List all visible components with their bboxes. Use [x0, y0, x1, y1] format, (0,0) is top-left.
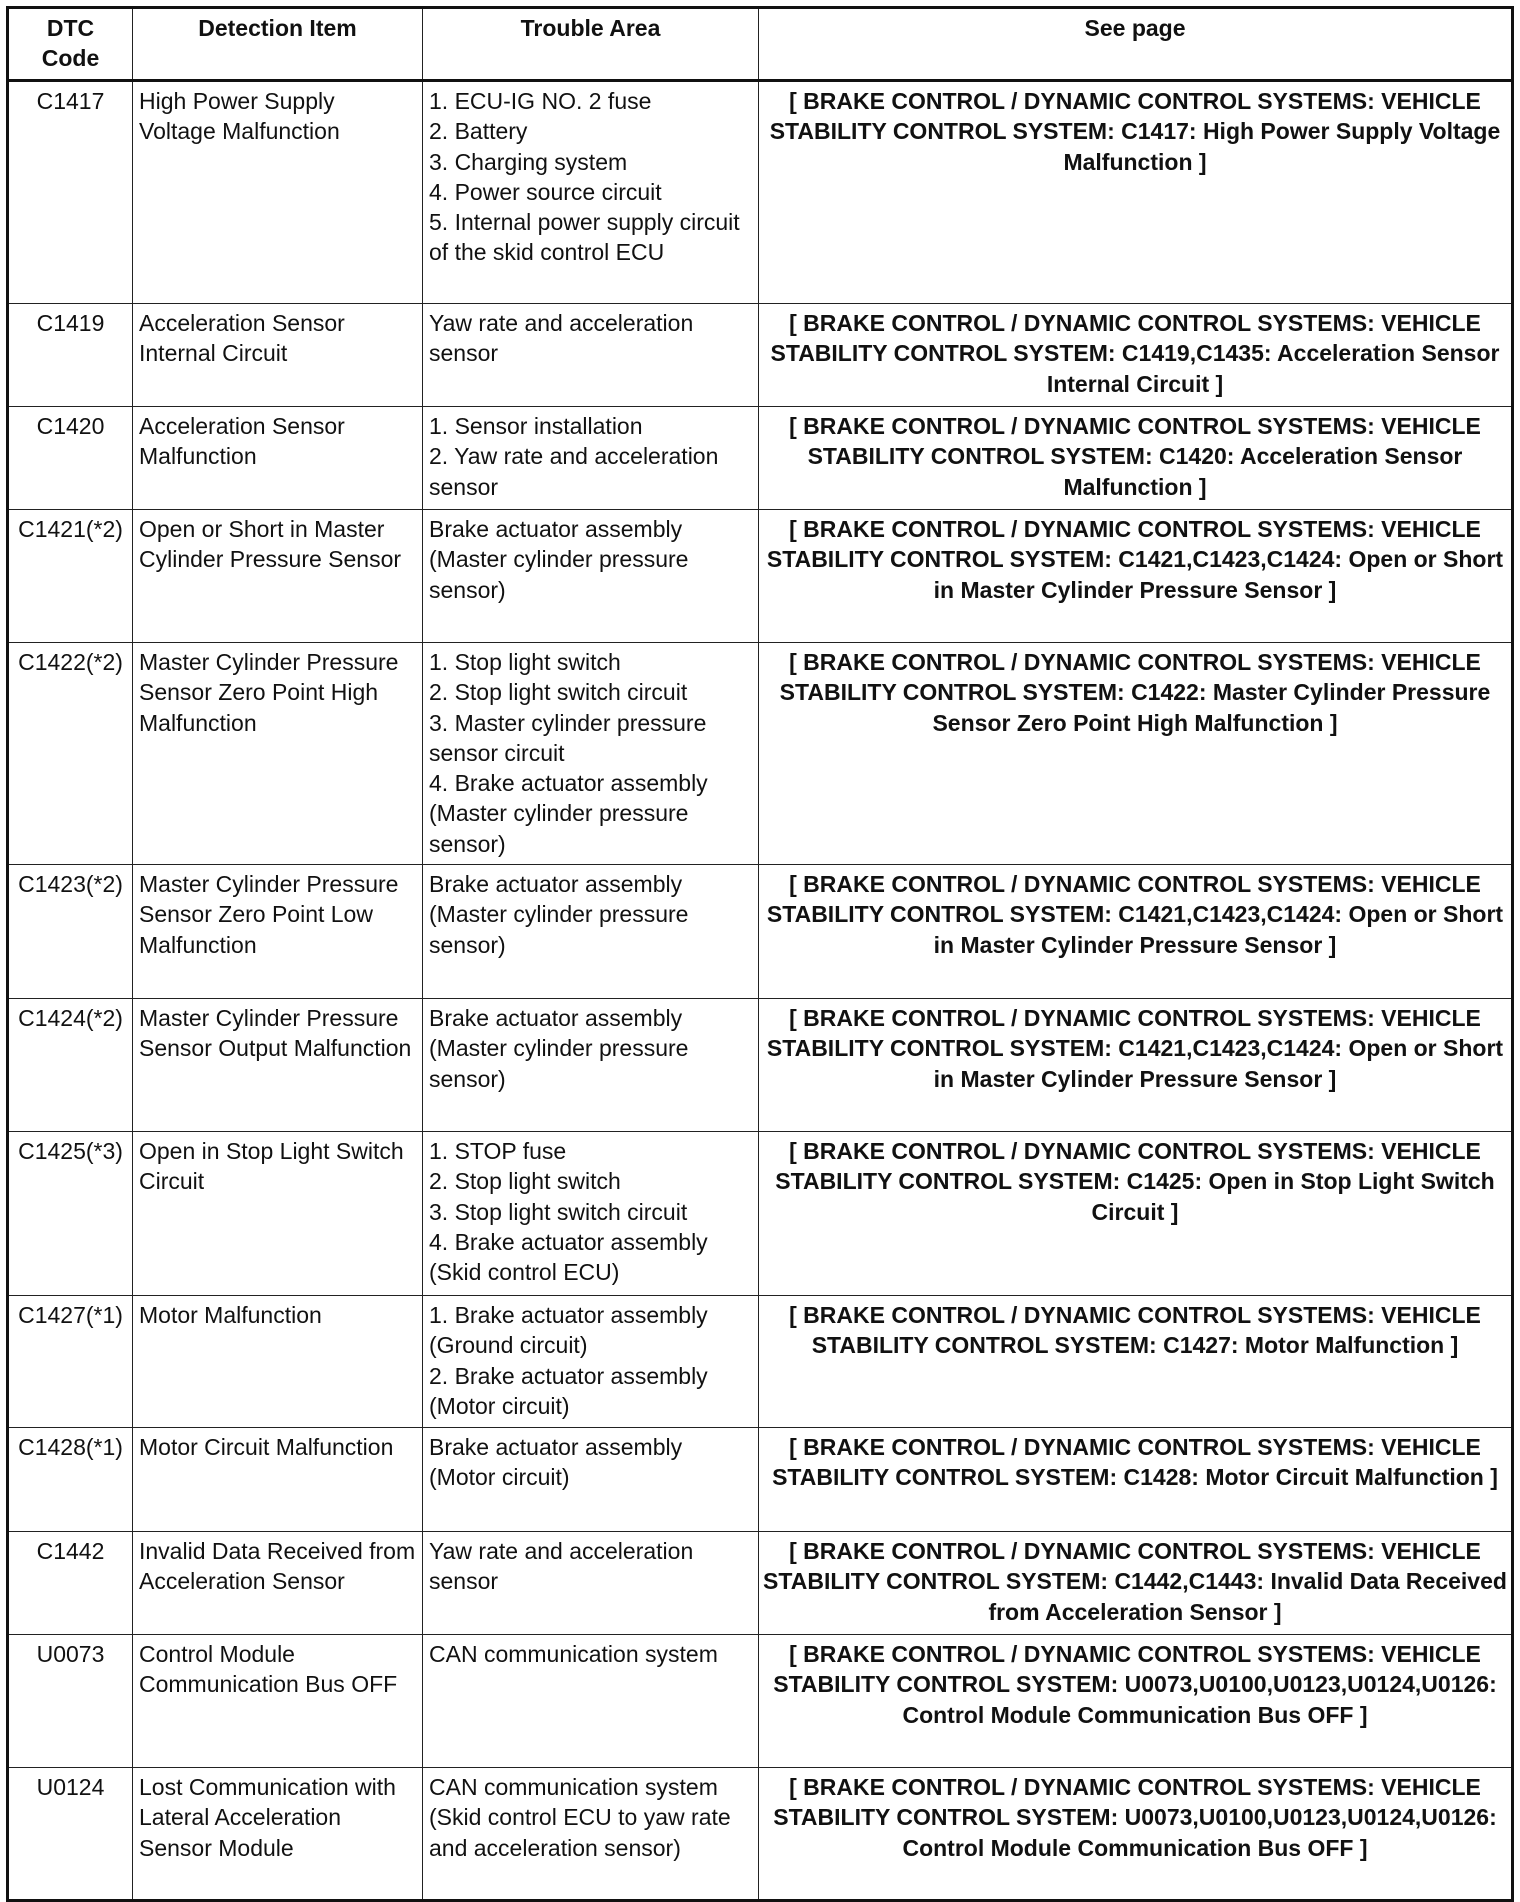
trouble-area — [423, 1768, 759, 1901]
detection-item: Invalid Data Received from Acceleration Sensor — [133, 1532, 423, 1635]
dtc-code: C1419 — [8, 304, 133, 407]
trouble-area-item: CAN communication system (Skid control ECU to yaw rate and acceleration sensor) — [429, 1774, 731, 1861]
detection-item: High Power Supply Voltage Malfunction — [133, 81, 423, 304]
dtc-code: C1417 — [8, 81, 133, 304]
dtc-code: U0124 — [8, 1768, 133, 1901]
table-row — [8, 407, 1513, 510]
header-see-page: See page — [759, 8, 1513, 81]
detection-item: Open or Short in Master Cylinder Pressure Sensor — [133, 510, 423, 643]
see-page-link[interactable]: [ BRAKE CONTROL / DYNAMIC CONTROL SYSTEMS: VEHICLE STABILITY CONTROL SYSTEM: C1417: High Power Supply Voltage Malfunction ] — [759, 81, 1513, 304]
see-page-link[interactable]: [ BRAKE CONTROL / DYNAMIC CONTROL SYSTEMS: VEHICLE STABILITY CONTROL SYSTEM: C1420: Acceleration Sensor Malfunction ] — [759, 407, 1513, 510]
trouble-area-item: 3. Master cylinder pressure sensor circuit — [429, 709, 707, 766]
trouble-area-item: 2. Yaw rate and acceleration sensor — [429, 443, 719, 500]
see-page-link[interactable]: [ BRAKE CONTROL / DYNAMIC CONTROL SYSTEMS: VEHICLE STABILITY CONTROL SYSTEM: C1425: Open in Stop Light Switch Circuit ] — [759, 1132, 1513, 1296]
trouble-area — [423, 999, 759, 1132]
dtc-code: C1425(*3) — [8, 1132, 133, 1296]
dtc-code: C1427(*1) — [8, 1296, 133, 1428]
detection-item: Acceleration Sensor Internal Circuit — [133, 304, 423, 407]
trouble-area-item: Yaw rate and acceleration sensor — [429, 310, 694, 367]
table-row — [8, 865, 1513, 999]
trouble-area-item: 4. Brake actuator assembly (Master cylinder pressure sensor) — [429, 770, 708, 857]
table-row — [8, 643, 1513, 865]
trouble-area-item: Yaw rate and acceleration sensor — [429, 1538, 694, 1595]
trouble-area-item: Brake actuator assembly (Master cylinder pressure sensor) — [429, 871, 689, 958]
trouble-area-item: Brake actuator assembly (Motor circuit) — [429, 1434, 683, 1491]
see-page-link[interactable]: [ BRAKE CONTROL / DYNAMIC CONTROL SYSTEMS: VEHICLE STABILITY CONTROL SYSTEM: C1421,C1423,C1424: Open or Short in Master Cylinder Pressure Sensor ] — [759, 865, 1513, 999]
detection-item: Acceleration Sensor Malfunction — [133, 407, 423, 510]
see-page-link[interactable]: [ BRAKE CONTROL / DYNAMIC CONTROL SYSTEMS: VEHICLE STABILITY CONTROL SYSTEM: U0073,U0100,U0123,U0124,U0126: Control Module Communication Bus OFF ] — [759, 1635, 1513, 1768]
dtc-code: C1428(*1) — [8, 1428, 133, 1532]
table-row — [8, 1532, 1513, 1635]
header-detection-item: Detection Item — [133, 8, 423, 81]
trouble-area — [423, 1296, 759, 1428]
detection-item: Lost Communication with Lateral Acceleration Sensor Module — [133, 1768, 423, 1901]
see-page-link[interactable]: [ BRAKE CONTROL / DYNAMIC CONTROL SYSTEMS: VEHICLE STABILITY CONTROL SYSTEM: C1421,C1423,C1424: Open or Short in Master Cylinder Pressure Sensor ] — [759, 999, 1513, 1132]
trouble-area — [423, 510, 759, 643]
trouble-area-item: 2. Battery — [429, 118, 528, 145]
see-page-link[interactable]: [ BRAKE CONTROL / DYNAMIC CONTROL SYSTEMS: VEHICLE STABILITY CONTROL SYSTEM: U0073,U0100,U0123,U0124,U0126: Control Module Communication Bus OFF ] — [759, 1768, 1513, 1901]
see-page-link[interactable]: [ BRAKE CONTROL / DYNAMIC CONTROL SYSTEMS: VEHICLE STABILITY CONTROL SYSTEM: C1428: Motor Circuit Malfunction ] — [759, 1428, 1513, 1532]
trouble-area — [423, 643, 759, 865]
trouble-area — [423, 304, 759, 407]
see-page-link[interactable]: [ BRAKE CONTROL / DYNAMIC CONTROL SYSTEMS: VEHICLE STABILITY CONTROL SYSTEM: C1419,C1435: Acceleration Sensor Internal Circuit ] — [759, 304, 1513, 407]
dtc-code: C1420 — [8, 407, 133, 510]
dtc-code: C1423(*2) — [8, 865, 133, 999]
see-page-link[interactable]: [ BRAKE CONTROL / DYNAMIC CONTROL SYSTEMS: VEHICLE STABILITY CONTROL SYSTEM: C1427: Motor Malfunction ] — [759, 1296, 1513, 1428]
see-page-link[interactable]: [ BRAKE CONTROL / DYNAMIC CONTROL SYSTEMS: VEHICLE STABILITY CONTROL SYSTEM: C1442,C1443: Invalid Data Received from Acceleration Sensor ] — [759, 1532, 1513, 1635]
trouble-area-item: 1. ECU-IG NO. 2 fuse — [429, 88, 652, 114]
detection-item: Master Cylinder Pressure Sensor Zero Point Low Malfunction — [133, 865, 423, 999]
trouble-area — [423, 1532, 759, 1635]
trouble-area — [423, 81, 759, 304]
trouble-area-item: 3. Charging system — [429, 148, 628, 175]
trouble-area-item: 4. Power source circuit — [429, 178, 662, 205]
see-page-link[interactable]: [ BRAKE CONTROL / DYNAMIC CONTROL SYSTEMS: VEHICLE STABILITY CONTROL SYSTEM: C1421,C1423,C1424: Open or Short in Master Cylinder Pressure Sensor ] — [759, 510, 1513, 643]
trouble-area — [423, 407, 759, 510]
dtc-table — [6, 6, 1514, 1902]
table-row — [8, 1635, 1513, 1768]
trouble-area-item: 1. Sensor installation — [429, 413, 643, 439]
table-row — [8, 510, 1513, 643]
dtc-code: C1442 — [8, 1532, 133, 1635]
trouble-area-item: 2. Brake actuator assembly (Motor circuit) — [429, 1362, 708, 1419]
trouble-area-item: 5. Internal power supply circuit of the skid control ECU — [429, 209, 740, 266]
header-trouble-area: Trouble Area — [423, 8, 759, 81]
header-dtc-code: DTC Code — [8, 8, 133, 81]
trouble-area-item: 2. Stop light switch circuit — [429, 679, 688, 706]
detection-item: Master Cylinder Pressure Sensor Output Malfunction — [133, 999, 423, 1132]
table-row — [8, 1296, 1513, 1428]
table-row — [8, 1132, 1513, 1296]
trouble-area-item: CAN communication system — [429, 1641, 718, 1667]
trouble-area — [423, 1635, 759, 1768]
detection-item: Open in Stop Light Switch Circuit — [133, 1132, 423, 1296]
trouble-area-item: 4. Brake actuator assembly (Skid control ECU) — [429, 1228, 708, 1286]
trouble-area-item: 1. Brake actuator assembly (Ground circuit) — [429, 1302, 708, 1359]
dtc-code: C1422(*2) — [8, 643, 133, 865]
header-row — [8, 8, 1513, 81]
trouble-area — [423, 1132, 759, 1296]
trouble-area-item: Brake actuator assembly (Master cylinder pressure sensor) — [429, 1005, 689, 1092]
trouble-area-item: 1. STOP fuse — [429, 1138, 567, 1164]
table-row — [8, 1428, 1513, 1532]
table-row — [8, 304, 1513, 407]
detection-item: Motor Circuit Malfunction — [133, 1428, 423, 1532]
detection-item: Master Cylinder Pressure Sensor Zero Point High Malfunction — [133, 643, 423, 865]
dtc-code: C1421(*2) — [8, 510, 133, 643]
trouble-area-item: 2. Stop light switch — [429, 1168, 621, 1195]
table-row — [8, 81, 1513, 304]
see-page-link[interactable]: [ BRAKE CONTROL / DYNAMIC CONTROL SYSTEMS: VEHICLE STABILITY CONTROL SYSTEM: C1422: Master Cylinder Pressure Sensor Zero Point High Malfunction ] — [759, 643, 1513, 865]
trouble-area-item: 3. Stop light switch circuit — [429, 1198, 688, 1225]
table-row — [8, 1768, 1513, 1901]
detection-item: Control Module Communication Bus OFF — [133, 1635, 423, 1768]
dtc-code: C1424(*2) — [8, 999, 133, 1132]
trouble-area — [423, 865, 759, 999]
detection-item: Motor Malfunction — [133, 1296, 423, 1428]
table-row — [8, 999, 1513, 1132]
trouble-area-item: 1. Stop light switch — [429, 649, 621, 675]
trouble-area — [423, 1428, 759, 1532]
trouble-area-item: Brake actuator assembly (Master cylinder pressure sensor) — [429, 516, 689, 603]
dtc-code: U0073 — [8, 1635, 133, 1768]
